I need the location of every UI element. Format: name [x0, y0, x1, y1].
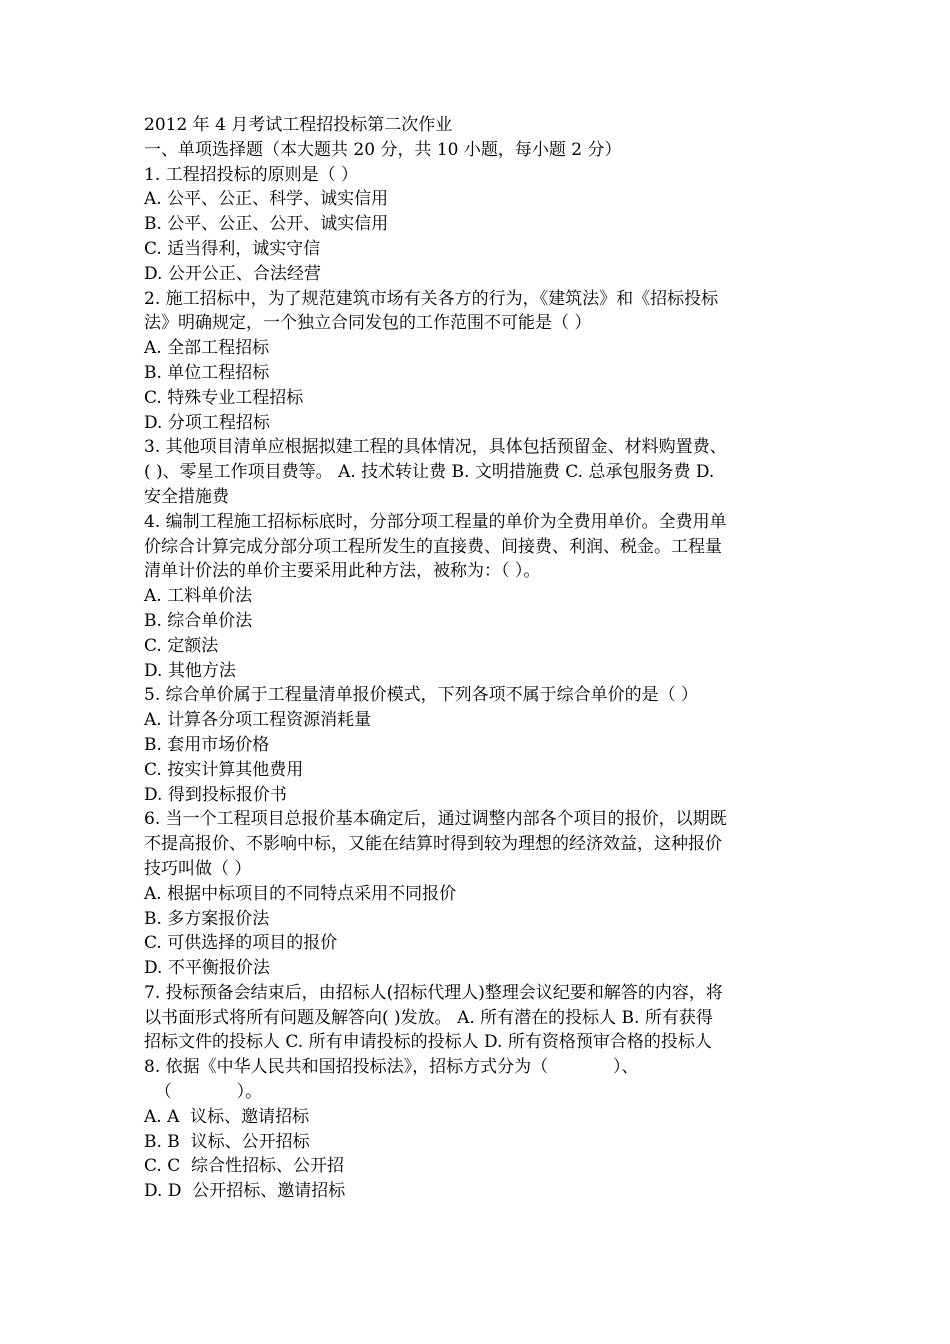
option-2d: D. 分项工程招标	[144, 412, 270, 433]
question-3: 3. 其他项目清单应根据拟建工程的具体情况，具体包括预留金、材料购置费、	[144, 437, 727, 458]
option-8c: C. C 综合性招标、公开招	[144, 1156, 345, 1177]
document-title: 2012 年 4 月考试工程招投标第二次作业	[144, 115, 453, 135]
option-8b: B. B 议标、公开招标	[144, 1131, 310, 1152]
option-1c: C. 适当得利，诚实守信	[144, 238, 321, 259]
option-5b: B. 套用市场价格	[144, 734, 270, 755]
question-5: 5. 综合单价属于工程量清单报价模式，下列各项不属于综合单价的是（ ）	[144, 685, 699, 706]
option-1b: B. 公平、公正、公开、诚实信用	[144, 214, 389, 235]
option-8a: A. A 议标、邀请招标	[144, 1106, 310, 1127]
option-2a: A. 全部工程招标	[144, 338, 270, 359]
option-4b: B. 综合单价法	[144, 610, 253, 631]
question-1: 1. 工程招投标的原则是（ ）	[144, 164, 359, 185]
section-heading: 一、单项选择题（本大题共 20 分，共 10 小题，每小题 2 分）	[144, 139, 622, 160]
question-6: 6. 当一个工程项目总报价基本确定后，通过调整内部各个项目的报价，以期既	[144, 809, 727, 830]
question-6-cont: 技巧叫做（ ）	[144, 858, 252, 879]
option-2b: B. 单位工程招标	[144, 362, 270, 383]
option-2c: C. 特殊专业工程招标	[144, 387, 304, 408]
question-3-cont: 安全措施费	[144, 486, 229, 507]
question-3-cont: ( )、零星工作项目费等。 A. 技术转让费 B. 文明措施费 C. 总承包服务费 D.	[144, 462, 715, 483]
option-6c: C. 可供选择的项目的报价	[144, 933, 338, 954]
option-6d: D. 不平衡报价法	[144, 958, 270, 979]
question-4: 4. 编制工程施工招标标底时，分部分项工程量的单价为全费用单价。全费用单	[144, 511, 727, 532]
question-6-cont: 不提高报价、不影响中标，又能在结算时得到较为理想的经济效益，这种报价	[144, 834, 722, 855]
question-2: 2. 施工招标中，为了规范建筑市场有关各方的行为，《建筑法》和《招标投标	[144, 288, 719, 309]
option-5c: C. 按实计算其他费用	[144, 759, 304, 780]
question-2-cont: 法》明确规定，一个独立合同发包的工作范围不可能是（ ）	[144, 313, 592, 334]
option-5d: D. 得到投标报价书	[144, 784, 287, 805]
option-4d: D. 其他方法	[144, 660, 236, 681]
question-7-cont: 招标文件的投标人 C. 所有申请投标的投标人 D. 所有资格预审合格的投标人	[144, 1032, 712, 1053]
option-6b: B. 多方案报价法	[144, 908, 270, 929]
option-4c: C. 定额法	[144, 635, 219, 656]
question-4-cont: 价综合计算完成分部分项工程所发生的直接费、间接费、利润、税金。工程量	[144, 536, 722, 557]
question-8-cont: （ ）。	[144, 1082, 263, 1103]
option-1d: D. 公开公正、合法经营	[144, 263, 321, 284]
option-4a: A. 工料单价法	[144, 586, 253, 607]
question-4-cont: 清单计价法的单价主要采用此种方法，被称为：（ ）。	[144, 561, 541, 582]
question-8: 8. 依据《中华人民共和国招投标法》，招标方式分为（ ）、	[144, 1057, 639, 1078]
question-7-cont: 以书面形式将所有问题及解答向( )发放。 A. 所有潜在的投标人 B. 所有获得	[144, 1007, 713, 1028]
option-5a: A. 计算各分项工程资源消耗量	[144, 710, 372, 731]
option-1a: A. 公平、公正、科学、诚实信用	[144, 189, 389, 210]
option-8d: D. D 公开招标、邀请招标	[144, 1181, 346, 1202]
question-7: 7. 投标预备会结束后，由招标人(招标代理人)整理会议纪要和解答的内容，将	[144, 982, 723, 1003]
option-6a: A. 根据中标项目的不同特点采用不同报价	[144, 883, 457, 904]
document-page	[144, 113, 816, 1204]
